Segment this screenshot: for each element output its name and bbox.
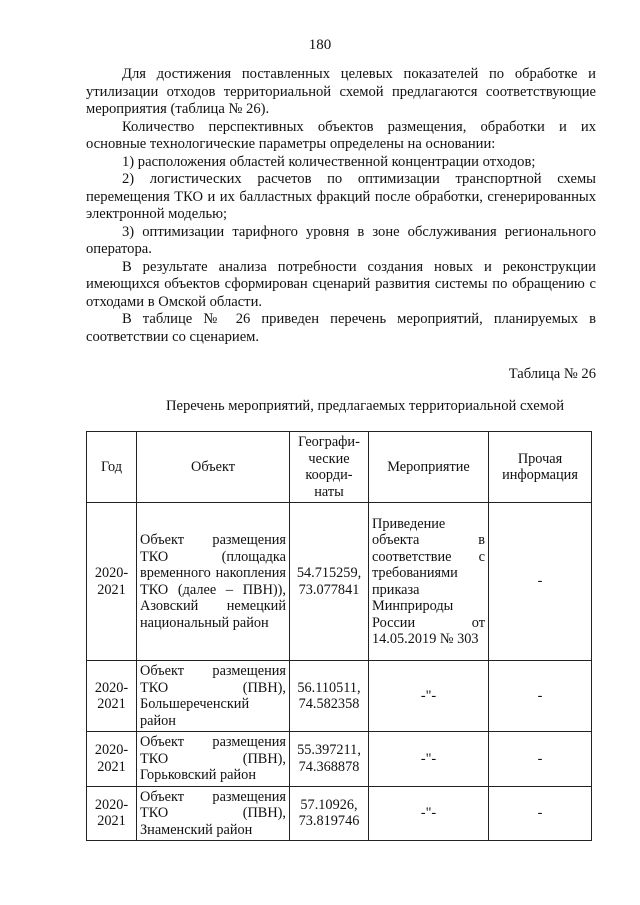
cell-year: 2020-2021 — [87, 661, 137, 732]
cell-year: 2020-2021 — [87, 732, 137, 787]
header-other: Прочая информация — [489, 432, 592, 503]
body-text — [86, 66, 596, 346]
cell-coords: 54.715259, 73.077841 — [290, 503, 369, 661]
cell-action: -"- — [369, 786, 489, 841]
table-row — [87, 786, 592, 841]
header-action: Мероприятие — [369, 432, 489, 503]
cell-coords: 56.110511, 74.582358 — [290, 661, 369, 732]
paragraph-parameters: Количество перспективных объектов размещения, обработки и их основные технологические параметры определены на основании: — [86, 118, 596, 152]
cell-action: -"- — [369, 732, 489, 787]
paragraph-table-reference: В таблице № 26 приведен перечень мероприятий, планируемых в соответствии со сценарием. — [86, 311, 596, 345]
cell-other: - — [489, 661, 592, 732]
paragraph-analysis: В результате анализа потребности создания новых и реконструкции имеющихся объектов сформирован сценарий развития системы по обращению с отходами в Омской области. — [86, 258, 596, 310]
cell-object: Объект размещения ТКО (площадка временного накопления ТКО (далее – ПВН)), Азовский немецкий национальный район — [137, 503, 290, 661]
cell-other: - — [489, 786, 592, 841]
table-row — [87, 661, 592, 732]
cell-other: - — [489, 732, 592, 787]
table-row — [87, 503, 592, 661]
table-label: Таблица № 26 — [508, 366, 596, 382]
cell-other: - — [489, 503, 592, 661]
table-row — [87, 732, 592, 787]
cell-object: Объект размещения ТКО (ПВН), Знаменский район — [137, 786, 290, 841]
cell-action: -"- — [369, 661, 489, 732]
cell-coords: 55.397211, 74.368878 — [290, 732, 369, 787]
cell-year: 2020-2021 — [87, 786, 137, 841]
cell-object: Объект размещения ТКО (ПВН), Горьковский район — [137, 732, 290, 787]
header-year: Год — [87, 432, 137, 503]
cell-action: Приведение объекта в соответствие с требованиями приказа Минприроды России от 14.05.2019 № 303 — [369, 503, 489, 661]
cell-object: Объект размещения ТКО (ПВН), Большереченский район — [137, 661, 290, 732]
cell-year: 2020-2021 — [87, 503, 137, 661]
table-caption: Перечень мероприятий, предлагаемых территориальной схемой — [165, 398, 565, 414]
list-item-1: 1) расположения областей количественной концентрации отходов; — [122, 153, 536, 170]
page-number: 180 — [308, 37, 332, 53]
header-object: Объект — [137, 432, 290, 503]
table-header-row — [87, 432, 592, 503]
header-coords: Географи-ческие коорди-наты — [290, 432, 369, 503]
list-item-3: 3) оптимизации тарифного уровня в зоне обслуживания регионального оператора. — [86, 223, 596, 257]
list-item-2: 2) логистических расчетов по оптимизации транспортной схемы перемещения ТКО и их балластных фракций после обработки, сгенерированных электронной моделью; — [86, 171, 596, 222]
paragraph-targets: Для достижения поставленных целевых показателей по обработке и утилизации отходов территориальной схемой предлагаются соответствующие мероприятия (таблица № 26). — [86, 66, 596, 117]
events-table — [86, 431, 592, 841]
cell-coords: 57.10926, 73.819746 — [290, 786, 369, 841]
